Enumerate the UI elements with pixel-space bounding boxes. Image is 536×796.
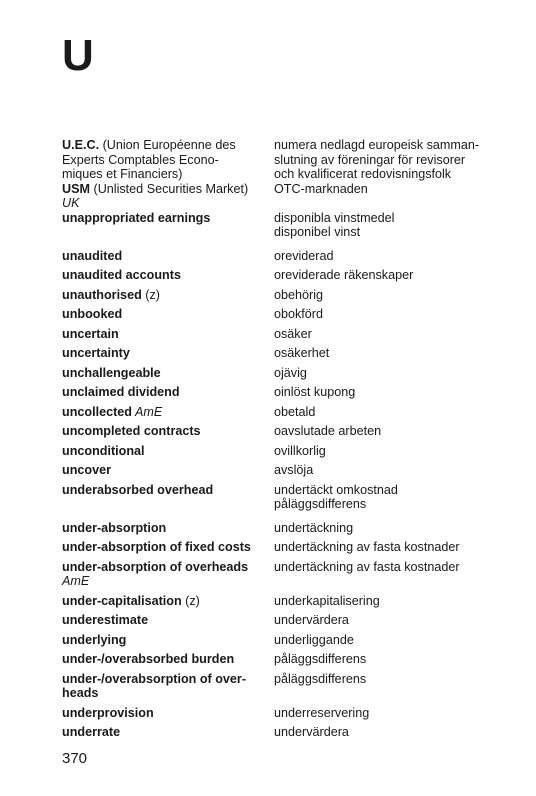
- headword: uncollected: [62, 404, 132, 419]
- entry-translation: undertäckning av fasta kostnader: [274, 559, 460, 574]
- glossary-entry: [62, 366, 512, 381]
- glossary-entry: [62, 540, 512, 555]
- headword: unappropriated earnings: [62, 210, 211, 225]
- glossary-entry: [62, 463, 512, 478]
- glossary-entry: [62, 211, 512, 240]
- entry-translation: oreviderade räkenskaper: [274, 268, 414, 282]
- headword: under-/overabsorbed burden: [62, 652, 235, 666]
- glossary-entries: [62, 138, 512, 740]
- section-letter: U: [62, 31, 94, 80]
- glossary-entry: [62, 405, 512, 420]
- entry-term: [62, 385, 274, 400]
- entry-term: [62, 594, 274, 609]
- translation-line: numera nedlagd europeisk samman-: [274, 138, 480, 152]
- glossary-entry: [62, 444, 512, 459]
- entry-translation: undertäckning: [274, 520, 354, 535]
- glossary-entry: [62, 138, 512, 182]
- headword: U.E.C.: [62, 138, 100, 152]
- headword: underabsorbed overhead: [62, 482, 214, 497]
- entry-term: [62, 182, 274, 211]
- entry-term: [62, 633, 274, 648]
- headword: USM: [62, 181, 90, 196]
- glossary-entry: [62, 613, 512, 628]
- entry-term: [62, 540, 274, 555]
- entry-term: [62, 613, 274, 628]
- entry-term: [62, 725, 274, 740]
- headword: unchallengeable: [62, 365, 161, 380]
- entry-translation: obokförd: [274, 307, 324, 321]
- entry-term: [62, 463, 274, 478]
- headword: underprovision: [62, 705, 154, 720]
- glossary-entry: [62, 268, 512, 283]
- entry-translation: osäker: [274, 326, 312, 341]
- entry-translation: ovillkorlig: [274, 443, 326, 458]
- headword: underestimate: [62, 613, 149, 627]
- entry-term: [62, 249, 274, 264]
- translation-line: undertäckt omkostnad: [274, 482, 398, 497]
- entry-translation: ojävig: [274, 365, 307, 380]
- term-note: (z): [181, 593, 200, 608]
- term-region: AmE: [131, 404, 163, 419]
- entry-term: [62, 211, 274, 240]
- entry-translation: oinlöst kupong: [274, 385, 356, 399]
- headword: under-capitalisation: [62, 593, 182, 608]
- term-note: (Union Européenne des: [99, 138, 236, 152]
- entry-term: [62, 521, 274, 536]
- entry-translation: underliggande: [274, 632, 354, 647]
- entry-translation: [274, 211, 512, 240]
- entry-translation: underreservering: [274, 705, 370, 720]
- glossary-entry: [62, 652, 512, 667]
- entry-term: [62, 444, 274, 459]
- headword: underlying: [62, 632, 127, 647]
- headword: under-absorption of fixed costs: [62, 540, 251, 554]
- term-note: (z): [141, 287, 160, 302]
- headword: unbooked: [62, 307, 123, 321]
- entry-translation: undervärdera: [274, 613, 349, 627]
- entry-translation: undervärdera: [274, 725, 349, 739]
- entry-translation: underkapitalisering: [274, 593, 380, 608]
- glossary-entry: [62, 385, 512, 400]
- headword: unclaimed dividend: [62, 385, 180, 399]
- translation-line: disponibla vinstmedel: [274, 210, 395, 225]
- translation-line: slutning av föreningar för revisorer: [274, 152, 466, 167]
- entry-translation: [274, 138, 512, 182]
- entry-term: [62, 307, 274, 322]
- entry-translation: undertäckning av fasta kostnader: [274, 540, 460, 554]
- headword: unaudited: [62, 248, 123, 263]
- headword: unauthorised: [62, 287, 142, 302]
- headword: uncover: [62, 463, 111, 477]
- headword: under-absorption of overheads: [62, 559, 249, 574]
- term-region: UK: [62, 196, 80, 210]
- entry-term: [62, 138, 274, 182]
- entry-translation: [274, 182, 512, 211]
- glossary-entry: [62, 633, 512, 648]
- translation-line: och kvalificerat redovisningsfolk: [274, 167, 452, 181]
- entry-translation: avslöja: [274, 463, 314, 477]
- glossary-entry: [62, 672, 512, 701]
- headword: underrate: [62, 725, 121, 739]
- entry-term: [62, 560, 274, 589]
- glossary-entry: [62, 725, 512, 740]
- term-note: (Unlisted Securities Market): [90, 181, 249, 196]
- translation-line: påläggsdifferens: [274, 497, 367, 511]
- headword: unaudited accounts: [62, 268, 181, 282]
- glossary-entry: [62, 288, 512, 303]
- term-region: AmE: [62, 574, 90, 588]
- entry-translation: påläggsdifferens: [274, 671, 367, 686]
- page-number: 370: [62, 750, 88, 767]
- glossary-entry: [62, 307, 512, 322]
- headword: unconditional: [62, 443, 145, 458]
- glossary-entry: [62, 483, 512, 512]
- entry-translation: obetald: [274, 404, 316, 419]
- entry-translation: obehörig: [274, 287, 324, 302]
- glossary-entry: [62, 182, 512, 211]
- entry-term: [62, 652, 274, 667]
- entry-term: [62, 672, 274, 701]
- entry-translation: oreviderad: [274, 248, 334, 263]
- entry-term: [62, 346, 274, 361]
- glossary-entry: [62, 560, 512, 589]
- term-line: miques et Financiers): [62, 167, 183, 181]
- headword: uncertain: [62, 326, 119, 341]
- entry-term: [62, 327, 274, 342]
- glossary-entry: [62, 521, 512, 536]
- glossary-entry: [62, 424, 512, 439]
- glossary-entry: [62, 706, 512, 721]
- glossary-entry: [62, 249, 512, 264]
- headword: uncompleted contracts: [62, 424, 201, 438]
- entry-translation: oavslutade arbeten: [274, 424, 382, 438]
- translation-line: OTC-marknaden: [274, 181, 368, 196]
- headword: uncertainty: [62, 346, 130, 360]
- translation-line: disponibel vinst: [274, 225, 361, 239]
- entry-term: [62, 424, 274, 439]
- glossary-entry: [62, 346, 512, 361]
- entry-term: [62, 268, 274, 283]
- entry-term: [62, 366, 274, 381]
- headword-continuation: heads: [62, 686, 99, 700]
- glossary-entry: [62, 594, 512, 609]
- entry-translation: [274, 483, 512, 512]
- entry-term: [62, 405, 274, 420]
- term-line: Experts Comptables Econo-: [62, 152, 219, 167]
- entry-term: [62, 288, 274, 303]
- entry-translation: påläggsdifferens: [274, 652, 367, 666]
- entry-translation: osäkerhet: [274, 346, 330, 360]
- entry-term: [62, 706, 274, 721]
- glossary-entry: [62, 327, 512, 342]
- entry-term: [62, 483, 274, 512]
- headword: under-absorption: [62, 520, 167, 535]
- headword: under-/overabsorption of over-: [62, 671, 247, 686]
